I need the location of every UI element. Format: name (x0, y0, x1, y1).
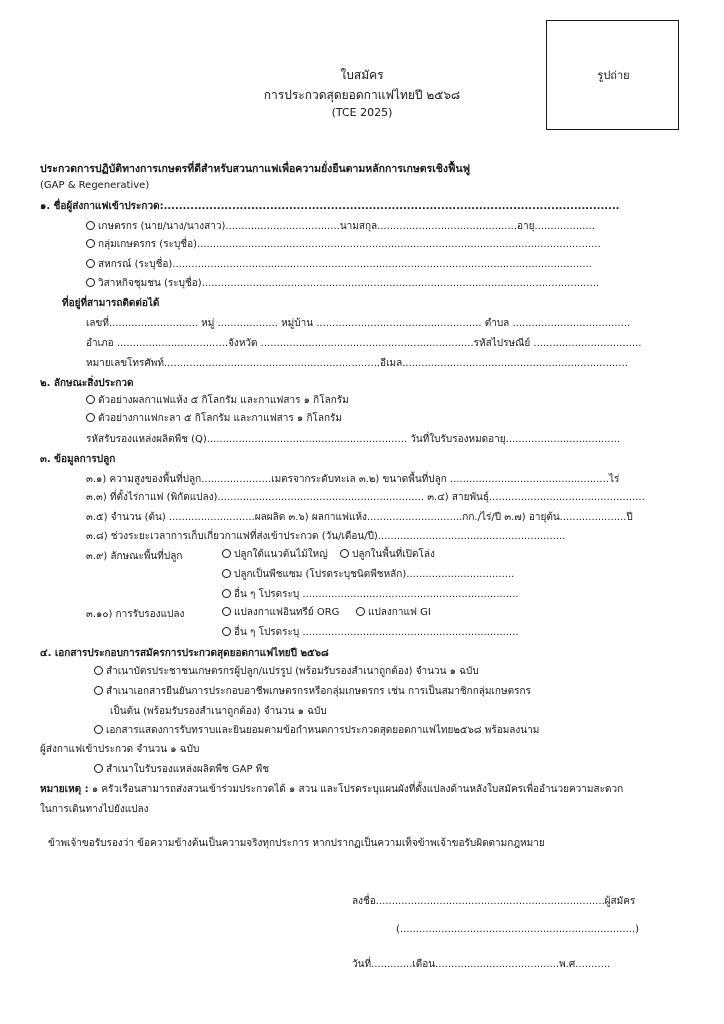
radio-icon[interactable] (86, 239, 95, 248)
radio-icon[interactable] (86, 395, 95, 404)
address-line-1[interactable]: เลขที่............................ หมู่ ................... หมู่บ้าน .................................................... ตำบล ..................................... (86, 318, 631, 329)
form-subtitle: การประกวดสุดยอดกาแฟไทยปี ๒๕๖๘ (263, 88, 461, 102)
applicant-type-enterprise[interactable]: วิสาหกิจชุมชน (ระบุชื่อ)............................................................................................................................. (86, 276, 599, 291)
radio-icon[interactable] (340, 549, 349, 558)
applicant-type-group[interactable]: กลุ่มเกษตรกร (ระบุชื่อ)............................................................................................................................... (86, 237, 601, 252)
planting-line-3-8[interactable]: ๓.๘) ช่วงระยะเวลาการเก็บเกี่ยวกาแฟที่ส่งเข้าประกวด (วัน/เดือน/ปี)........................................................... (86, 531, 566, 542)
radio-icon[interactable] (86, 221, 95, 230)
section2-title: ๒. ลักษณะสิ่งประกวด (40, 378, 134, 389)
printed-name-line[interactable]: (..........................................................................) (396, 924, 640, 935)
certification-label: ๓.๑๐) การรับรองแปลง (86, 609, 185, 620)
radio-icon[interactable] (222, 589, 231, 598)
sample-option-2[interactable]: ตัวอย่างกาแฟกะลา ๕ กิโลกรัม และกาแฟสาร ๑ กิโลกรัม (86, 411, 342, 426)
cert-option-organic[interactable]: แปลงกาแฟอินทรีย์ ORG (222, 605, 339, 620)
area-type-label: ๓.๙) ลักษณะพื้นที่ปลูก (86, 551, 183, 562)
cert-code-line[interactable]: รหัสรับรองแหล่งผลิตพืช (Q)............................................................... วันที่ใบรับรองหมดอายุ.................................... (86, 434, 621, 445)
address-line-3[interactable]: หมายเลขโทรศัพท์....................................................................อีเมล....................................................................... (86, 358, 628, 369)
checkbox-icon[interactable] (94, 725, 103, 734)
category-title: ประกวดการปฏิบัติทางการเกษตรที่ดีสำหรับสวนกาแฟเพื่อความยั่งยืนตามหลักการเกษตรเชิงฟื้นฟู (40, 163, 471, 175)
declaration: ข้าพเจ้าขอรับรองว่า ข้อความข้างต้นเป็นความจริงทุกประการ หากปรากฏเป็นความเท็จข้าพเจ้าขอรับผิดตามกฎหมาย (48, 838, 545, 849)
form-year: (TCE 2025) (331, 106, 393, 119)
cert-option-gi[interactable]: แปลงกาแฟ GI (356, 605, 431, 620)
applicant-type-coop[interactable]: สหกรณ์ (ระบุชื่อ).................................................................................................................................... (86, 257, 592, 272)
radio-icon[interactable] (86, 413, 95, 422)
checkbox-icon[interactable] (94, 764, 103, 773)
radio-icon[interactable] (222, 627, 231, 636)
doc-occupation[interactable]: สำเนาเอกสารยืนยันการประกอบอาชีพเกษตรกรหรือกลุ่มเกษตรกร เช่น การเป็นสมาชิกกลุ่มเกษตรกร (94, 684, 531, 699)
doc-occupation-cont: เป็นต้น (พร้อมรับรองสำเนาถูกต้อง) จำนวน ๑ ฉบับ (110, 706, 327, 717)
doc-consent-cont: ผู้ส่งกาแฟเข้าประกวด จำนวน ๑ ฉบับ (40, 744, 200, 755)
address-line-2[interactable]: อำเภอ ...................................จังหวัด ...................................................................รหัสไปรษณีย์ .................................. (86, 338, 642, 349)
address-title: ที่อยู่ที่สามารถติดต่อได้ (62, 298, 160, 309)
radio-icon[interactable] (86, 278, 95, 287)
planting-line-3-1[interactable]: ๓.๑) ความสูงของพื้นที่ปลูก......................เมตรจากระดับทะเล ๓.๒) ขนาดพื้นที่ปลูก ..................................................ไร่ (86, 474, 620, 485)
checkbox-icon[interactable] (94, 686, 103, 695)
section4-title: ๔. เอกสารประกอบการสมัครการประกวดสุดยอดกาแฟไทยปี ๒๕๖๘ (40, 648, 329, 659)
category-subtitle: (GAP & Regenerative) (40, 180, 150, 191)
date-line[interactable]: วันที่.............เดือน.......................................พ.ศ........... (352, 959, 611, 970)
note-label: หมายเหตุ : (40, 784, 89, 795)
cert-option-other[interactable]: อื่น ๆ โปรดระบุ .................................................................... (222, 625, 519, 640)
note-line-1: หมายเหตุ : ๑ ครัวเรือนสามารถส่งสวนเข้าร่วมประกวดได้ ๑ สวน และโปรดระบุแผนผังที่ตั้งแปลงด้านหลังใบสมัครเพื่ออำนวยความสะดวก (40, 784, 624, 795)
form-title: ใบสมัคร (340, 68, 384, 82)
checkbox-icon[interactable] (94, 666, 103, 675)
radio-icon[interactable] (86, 259, 95, 268)
applicant-type-farmer[interactable]: เกษตรกร (นาย/นาง/นางสาว)....................................นามสกุล............................................อายุ................... (86, 219, 595, 234)
area-option-intercrop[interactable]: ปลูกเป็นพืชแซม (โปรดระบุชนิดพืชหลัก).................................. (222, 567, 514, 582)
radio-icon[interactable] (222, 549, 231, 558)
area-option-open[interactable]: ปลูกในพื้นที่เปิดโล่ง (340, 547, 435, 562)
note-line-2: ในการเดินทางไปยังแปลง (40, 804, 149, 815)
planting-line-3-5[interactable]: ๓.๕) จำนวน (ต้น) ...........................ผลผลิต ๓.๖) ผลกาแฟแห้ง..............................กก./ไร่/ปี ๓.๗) อายุต้น.....................ปี (86, 512, 633, 523)
doc-gap-cert[interactable]: สำเนาใบรับรองแหล่งผลิตพืช GAP พืช (94, 762, 269, 777)
radio-icon[interactable] (356, 607, 365, 616)
planting-line-3-3[interactable]: ๓.๓) ที่ตั้งไร่กาแฟ (พิกัดแปลง)................................................................. ๓.๔) สายพันธุ์................................................. (86, 492, 645, 503)
section3-title: ๓. ข้อมูลการปลูก (40, 454, 116, 465)
signature-line[interactable]: ลงชื่อ........................................................................ผู้สมัคร (352, 896, 636, 907)
area-option-other[interactable]: อื่น ๆ โปรดระบุ .................................................................... (222, 587, 519, 602)
sample-option-1[interactable]: ตัวอย่างผลกาแฟแห้ง ๕ กิโลกรัม และกาแฟสาร ๑ กิโลกรัม (86, 393, 349, 408)
doc-id-card[interactable]: สำเนาบัตรประชาชนเกษตรกรผู้ปลูก/แปรรูป (พร้อมรับรองสำเนาถูกต้อง) จำนวน ๑ ฉบับ (94, 664, 479, 679)
photo-label: รูปถ่าย (597, 69, 630, 82)
doc-consent[interactable]: เอกสารแสดงการรับทราบและยินยอมตามข้อกำหนดการประกวดสุดยอดกาแฟไทย๒๕๖๘ พร้อมลงนาม (94, 723, 539, 738)
area-option-shade[interactable]: ปลูกใต้แนวต้นไม้ใหญ่ (222, 547, 328, 562)
radio-icon[interactable] (222, 607, 231, 616)
radio-icon[interactable] (222, 569, 231, 578)
section1-title: ๑. ชื่อผู้ส่งกาแฟเข้าประกวด:........................................................................................................................ (40, 201, 620, 212)
